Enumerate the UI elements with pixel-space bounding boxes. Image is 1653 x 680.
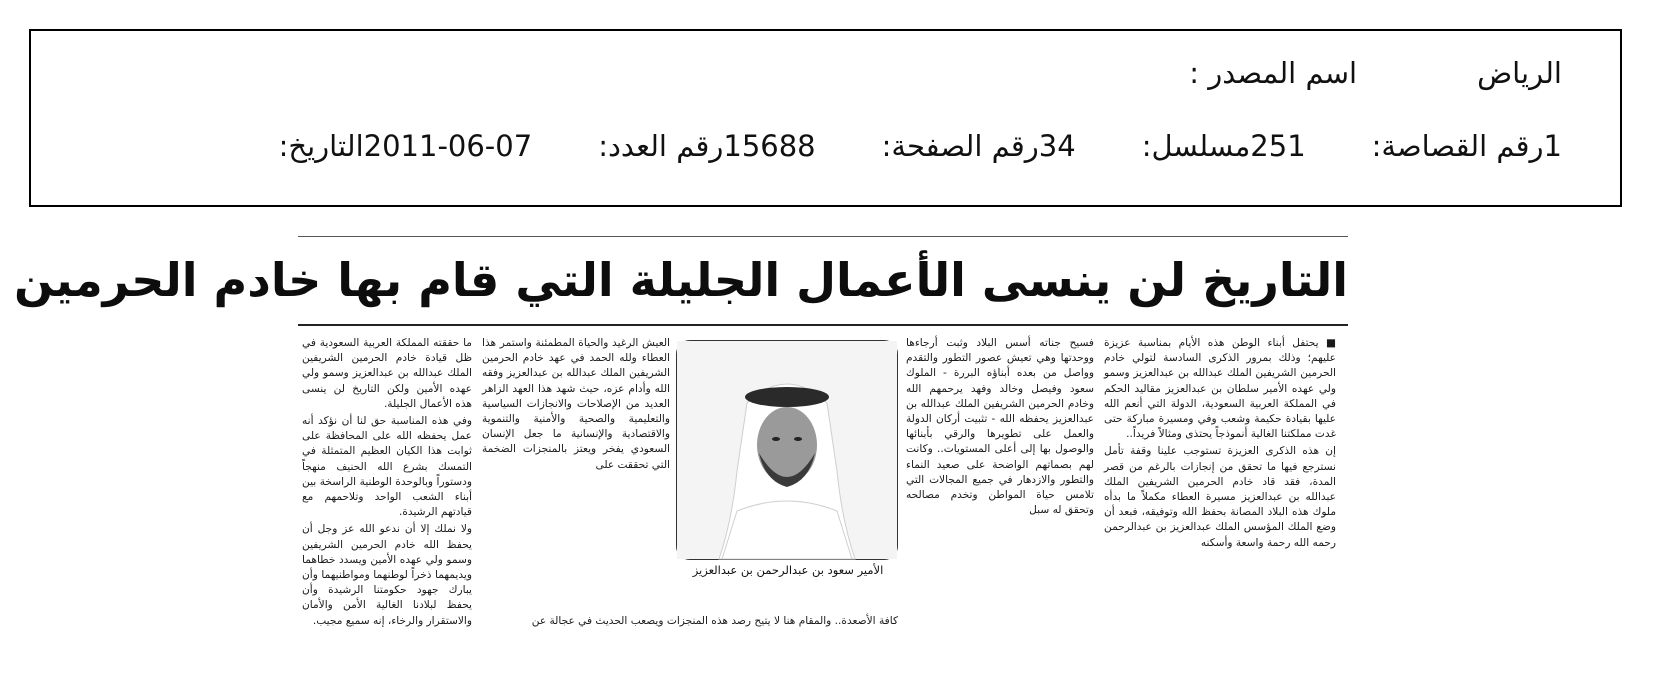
article-column-3 bbox=[482, 336, 670, 608]
issue-value: 15688 bbox=[723, 129, 816, 163]
serial-label: مسلسل: bbox=[1141, 129, 1251, 163]
source-value: الرياض bbox=[1477, 56, 1562, 90]
paragraph: وفي هذه المناسبة حق لنا أن نؤكد أنه عمل يحفظه الله على المحافظة على ثوابت هذا الكيان العظيم المتمثلة في التمسك بشرع الله الحنيف منهجاً ودستوراً وبالوحدة الوطنية الراسخة بين أبناء الشعب الواحد وتلاحمهم مع قيادتهم الرشيدة. bbox=[302, 415, 472, 519]
page-label: رقم الصفحة: bbox=[881, 129, 1039, 163]
paragraph: ولا نملك إلا أن ندعو الله عز وجل أن يحفظ الله خادم الحرمين الشريفين وسمو ولي عهده الأمين ويسدد خطاهما ويديمهما ذخراً لوطنهما ومواطنيهما وأن يبارك جهود حكومتنا الرشيدة وأن يحفظ لبلادنا الغالية الأمن والأمان والاستقرار والرخاء، إنه سميع مجيب. bbox=[302, 523, 472, 627]
issue-label: رقم العدد: bbox=[598, 129, 724, 163]
clip-value: 1 bbox=[1543, 129, 1562, 163]
date-label: التاريخ: bbox=[278, 129, 364, 163]
article-headline: التاريخ لن ينسى الأعمال الجليلة التي قام بها خادم الحرمين bbox=[14, 253, 1348, 307]
newspaper-clipping bbox=[14, 236, 1348, 663]
article-column-2 bbox=[906, 336, 1094, 658]
metadata-box bbox=[29, 29, 1622, 207]
page-value: 34 bbox=[1038, 129, 1076, 163]
headline-rule bbox=[298, 324, 1348, 326]
portrait-photo bbox=[676, 340, 898, 560]
article-bottom-span: كافة الأصعدة.. والمقام هنا لا يتيح رصد هذه المنجزات ويصعب الحديث في عجالة عن bbox=[531, 615, 898, 627]
top-rule bbox=[298, 236, 1348, 237]
portrait-figure-icon bbox=[677, 341, 897, 559]
paragraph: إن هذه الذكرى العزيزة تستوجب علينا وقفة تأمل نسترجع فيها ما تحقق من إنجازات بالرغم من قصر المدة، فقد قاد خادم الحرمين الشريفين الملك عبدالله بن عبدالعزيز مسيرة العطاء مكملاً ما بدأه ملوك هذه البلاد المصانة بحفظ الله وتوفيقه، فبعد أن وضع الملك المؤسس الملك عبدالعزيز بن عبدالرحمن رحمه الله رحمة واسعة وأسكنه bbox=[1104, 445, 1336, 549]
source-row bbox=[1175, 56, 1562, 90]
source-label: اسم المصدر : bbox=[1189, 56, 1358, 90]
article-column-1 bbox=[1104, 336, 1336, 658]
paragraph: ■ يحتفل أبناء الوطن هذه الأيام بمناسبة عزيزة عليهم؛ وذلك بمرور الذكرى السادسة لتولي خادم الحرمين الشريفين الملك عبدالله بن عبدالعزيز وسمو ولي عهده الأمير سلطان بن عبدالعزيز مقاليد الحكم في المملكة العربية السعودية، الدولة التي أنعم الله عليها بقيادة حكيمة وشعب وفي ومسيرة مباركة حتى غدت مملكتنا الغالية أنموذجاً يحتذى ومثالاً فريداً.. bbox=[1104, 337, 1336, 441]
serial-value: 251 bbox=[1250, 129, 1306, 163]
clip-label: رقم القصاصة: bbox=[1371, 129, 1544, 163]
article-column-4 bbox=[302, 336, 472, 658]
paragraph: ما حققته المملكة العربية السعودية في ظل قيادة خادم الحرمين الشريفين الملك عبدالله بن عبدالعزيز وسمو ولي عهده الأمين ولكن التاريخ لن ينسى هذه الأعمال الجليلة. bbox=[302, 337, 472, 410]
date-value: 2011-06-07 bbox=[363, 129, 533, 163]
paragraph: فسيح جناته أسس البلاد وثبت أرجاءها ووحدتها وهي تعيش عصور التطور والتقدم وواصل من بعده أبناؤه البررة - الملوك سعود وفيصل وخالد وفهد يرحمهم الله وخادم الحرمين الشريفين الملك عبدالله بن عبدالعزيز يحفظه الله - تثبيت أركان الدولة والعمل على تطويرها والرقي بأبنائها والوصول بها إلى أعلى المستويات.. وكانت لهم بصماتهم الواضحة على صعيد النماء والتطور والازدهار في جميع المجالات التي تلامس حياة المواطن وتخدم مصالحه وتحقق له سبل bbox=[906, 337, 1094, 517]
paragraph: العيش الرغيد والحياة المطمئنة واستمر هذا العطاء ولله الحمد في عهد خادم الحرمين الشريفين الملك عبدالله بن عبدالعزيز وفقه الله وأدام عزه، حيث شهد هذا العهد الزاهر العديد من الإصلاحات والانجازات السياسية والتعليمية والصحية والأمنية والتنموية والاقتصادية والإنسانية ما جعل الإنسان السعودي يفخر ويعتز بالمنجزات الضخمة التي تحققت على bbox=[482, 337, 670, 471]
details-row bbox=[265, 129, 1562, 163]
photo-caption: الأمير سعود بن عبدالرحمن بن عبدالعزيز bbox=[692, 563, 884, 577]
